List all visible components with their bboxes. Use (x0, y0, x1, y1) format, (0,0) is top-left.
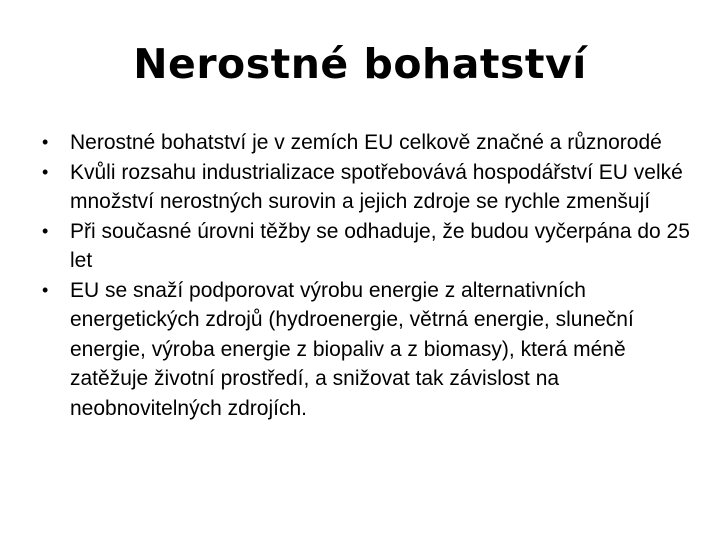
bullet-text: EU se snaží podporovat výrobu energie z alternativních energetických zdrojů (hydroenergie, větrná energie, sluneční energie, výroba energie z biopaliv a z biomasy), která méně zatěžuje životní prostředí, a snižovat tak závislost na neobnovitelných zdrojích. (70, 278, 634, 420)
bullet-icon: • (42, 220, 49, 241)
bullet-text: Při současné úrovni těžby se odhaduje, že budou vyčerpána do 25 let (70, 219, 690, 272)
slide-title: Nerostné bohatství (133, 40, 587, 88)
bullet-icon: • (42, 279, 49, 300)
bullet-item (36, 276, 696, 424)
bullet-icon: • (42, 132, 49, 152)
bullet-text: Kvůli rozsahu industrializace spotřebovává hospodářství EU velké množství nerostných surovin a jejich zdroje se rychle zmenšují (70, 160, 683, 213)
bullet-list (36, 128, 696, 423)
bullet-item (36, 128, 696, 158)
bullet-item (36, 158, 696, 217)
bullet-icon: • (42, 161, 49, 182)
bullet-item (36, 217, 696, 276)
bullet-text: Nerostné bohatství je v zemích EU celkově značné a různorodé (70, 131, 662, 154)
